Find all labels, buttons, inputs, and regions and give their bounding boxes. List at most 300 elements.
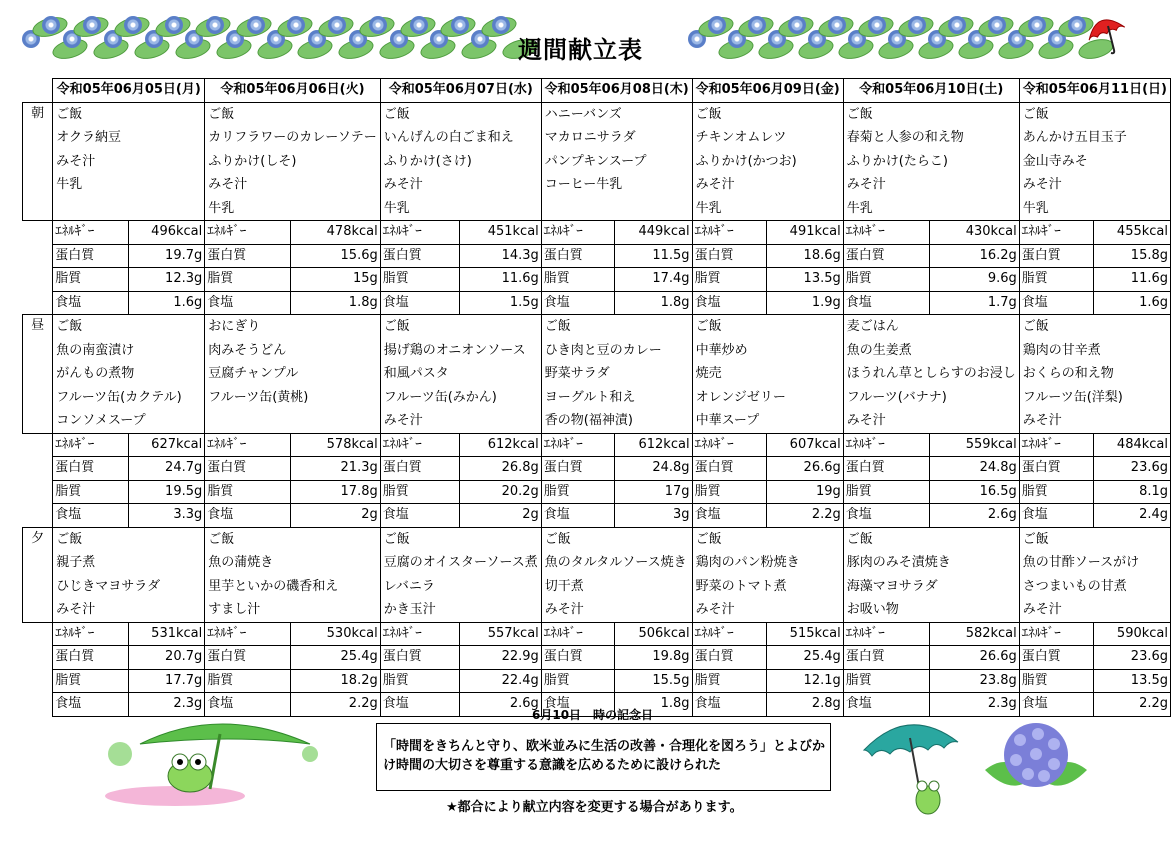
nutrient-label: 食塩 — [843, 291, 929, 315]
flower-icon — [206, 16, 224, 34]
menu-item: みそ汁 — [383, 177, 423, 192]
empty-cell — [23, 221, 53, 245]
menu-item: 焼売 — [695, 366, 722, 381]
menu-item: 和風パスタ — [383, 366, 449, 381]
nutrient-value: 24.8g — [615, 457, 692, 481]
meal-label-breakfast: 朝 — [23, 102, 53, 221]
nutrient-label: ｴﾈﾙｷﾞｰ — [380, 622, 459, 646]
menu-item: 野菜のトマト煮 — [695, 578, 787, 594]
date-header: 令和05年06月06日(火) — [205, 79, 380, 103]
nutrient-label: 脂質 — [692, 480, 766, 504]
nutrient-label: ｴﾈﾙｷﾞｰ — [692, 622, 766, 646]
menu-item: みそ汁 — [846, 177, 886, 192]
nutrient-value: 2.8g — [766, 693, 843, 717]
nutrient-value: 590kcal — [1094, 622, 1171, 646]
nutrient-label: 蛋白質 — [53, 646, 129, 670]
nutrient-value: 2.6g — [930, 504, 1020, 528]
menu-item: ふりかけ(かつお) — [695, 153, 797, 169]
menu-items-cell — [380, 102, 541, 221]
flower-icon — [908, 16, 926, 34]
nutrient-label: ｴﾈﾙｷﾞｰ — [843, 221, 929, 245]
nutrient-value: 3g — [615, 504, 692, 528]
menu-item: 豚肉のみそ漬焼き — [846, 555, 951, 570]
menu-item: おくらの和え物 — [1022, 366, 1114, 381]
nutrient-value: 8.1g — [1094, 480, 1171, 504]
hydrangea-banner-left — [22, 12, 512, 62]
nutrient-label: ｴﾈﾙｷﾞｰ — [205, 433, 291, 457]
menu-item: ふりかけ(たらこ) — [846, 153, 948, 169]
menu-item: ご飯 — [695, 319, 722, 334]
nutrient-label: 脂質 — [692, 268, 766, 292]
menu-item — [208, 409, 376, 433]
nutrient-value: 582kcal — [930, 622, 1020, 646]
nutrient-value: 1.7g — [930, 291, 1020, 315]
nutrient-label: 脂質 — [205, 480, 291, 504]
nutrient-value: 23.8g — [930, 669, 1020, 693]
flower-icon — [1028, 16, 1046, 34]
nutrient-value: 14.3g — [460, 244, 542, 268]
nutrient-value: 19.7g — [128, 244, 204, 268]
menu-item: 魚のタルタルソース焼き — [544, 555, 687, 570]
menu-item: 牛乳 — [56, 177, 83, 192]
menu-item: ふりかけ(さけ) — [383, 153, 472, 169]
menu-items-cell — [541, 102, 692, 221]
nutrient-label: ｴﾈﾙｷﾞｰ — [541, 622, 615, 646]
nutrient-value: 26.8g — [460, 457, 542, 481]
menu-item: ご飯 — [544, 531, 571, 547]
nutrient-value: 627kcal — [128, 433, 204, 457]
menu-item: 春菊と人参の和え物 — [846, 130, 964, 145]
nutrient-value: 22.9g — [460, 646, 542, 670]
menu-item: ご飯 — [1022, 106, 1049, 122]
nutrition-row-protein — [23, 646, 1171, 670]
menu-item: あんかけ五目玉子 — [1022, 130, 1127, 145]
nutrient-label: 食塩 — [692, 504, 766, 528]
nutrient-value: 16.2g — [930, 244, 1020, 268]
date-header: 令和05年06月11日(日) — [1019, 79, 1170, 103]
meal-label-dinner: 夕 — [23, 527, 53, 622]
nutrient-label: 蛋白質 — [205, 646, 291, 670]
menu-item: ご飯 — [208, 106, 235, 122]
nutrient-value: 612kcal — [615, 433, 692, 457]
nutrient-label: 食塩 — [1019, 693, 1093, 717]
menu-item: おにぎり — [208, 319, 261, 334]
menu-items-cell — [692, 102, 843, 221]
nutrient-value: 26.6g — [766, 457, 843, 481]
weekly-menu-table — [22, 78, 1171, 717]
nutrient-value: 16.5g — [930, 480, 1020, 504]
menu-items-cell — [692, 315, 843, 434]
menu-item: がんもの煮物 — [56, 366, 135, 381]
menu-item: 海藻マヨサラダ — [846, 578, 938, 594]
nutrient-value: 18.6g — [766, 244, 843, 268]
flower-icon — [124, 16, 142, 34]
nutrient-label: 食塩 — [380, 693, 459, 717]
nutrient-value: 530kcal — [291, 622, 380, 646]
menu-item: かき玉汁 — [383, 602, 436, 617]
nutrient-label: 脂質 — [843, 480, 929, 504]
nutrient-value: 2.2g — [1094, 693, 1171, 717]
nutrient-label: 蛋白質 — [692, 244, 766, 268]
nutrition-row-salt — [23, 291, 1171, 315]
nutrient-label: 脂質 — [541, 669, 615, 693]
nutrient-value: 3.3g — [128, 504, 204, 528]
nutrient-label: 脂質 — [205, 268, 291, 292]
nutrient-label: ｴﾈﾙｷﾞｰ — [380, 221, 459, 245]
nutrient-value: 25.4g — [766, 646, 843, 670]
menu-items-cell — [843, 315, 1019, 434]
menu-items-cell — [843, 102, 1019, 221]
menu-items-cell — [843, 527, 1019, 622]
nutrient-label: 蛋白質 — [843, 646, 929, 670]
nutrient-label: ｴﾈﾙｷﾞｰ — [1019, 221, 1093, 245]
menu-item: 揚げ鶏のオニオンソース — [383, 342, 526, 358]
menu-item: 中華炒め — [695, 342, 748, 358]
menu-item: コーヒー牛乳 — [544, 177, 623, 192]
date-header: 令和05年06月08日(木) — [541, 79, 692, 103]
nutrient-label: 食塩 — [541, 504, 615, 528]
menu-item: さつまいもの甘煮 — [1022, 578, 1127, 594]
nutrient-label: 脂質 — [541, 480, 615, 504]
nutrient-label: 食塩 — [380, 291, 459, 315]
menu-item: 牛乳 — [383, 200, 410, 216]
menu-items-cell — [53, 527, 205, 622]
nutrient-value: 11.6g — [460, 268, 542, 292]
menu-item: 香の物(福神漬) — [544, 413, 633, 428]
nutrient-value: 19.5g — [128, 480, 204, 504]
menu-item: お吸い物 — [846, 602, 899, 617]
empty-cell — [23, 457, 53, 481]
nutrient-label: 食塩 — [205, 693, 291, 717]
nutrient-value: 21.3g — [291, 457, 380, 481]
menu-item: ひじきマヨサラダ — [56, 578, 161, 594]
menu-items-cell — [380, 527, 541, 622]
frog-illustration — [80, 714, 330, 809]
menu-item — [545, 197, 689, 221]
nutrient-label: 脂質 — [692, 669, 766, 693]
empty-cell — [23, 646, 53, 670]
flower-icon — [165, 16, 183, 34]
nutrient-value: 24.7g — [128, 457, 204, 481]
nutrient-value: 491kcal — [766, 221, 843, 245]
menu-item: ご飯 — [1022, 319, 1049, 334]
empty-cell — [23, 268, 53, 292]
nutrient-label: 脂質 — [1019, 268, 1093, 292]
nutrient-value: 15g — [291, 268, 380, 292]
nutrient-label: 食塩 — [53, 693, 129, 717]
nutrient-label: 蛋白質 — [1019, 646, 1093, 670]
empty-cell — [23, 244, 53, 268]
nutrient-label: ｴﾈﾙｷﾞｰ — [53, 433, 129, 457]
menu-item: フルーツ缶(カクテル) — [56, 389, 182, 405]
nutrient-value: 557kcal — [460, 622, 542, 646]
menu-item: 牛乳 — [846, 200, 873, 216]
nutrient-label: 蛋白質 — [53, 244, 129, 268]
nutrient-label: ｴﾈﾙｷﾞｰ — [692, 433, 766, 457]
nutrient-label: 蛋白質 — [843, 244, 929, 268]
nutrient-label: ｴﾈﾙｷﾞｰ — [843, 622, 929, 646]
nutrient-value: 17g — [615, 480, 692, 504]
nutrient-value: 2.2g — [766, 504, 843, 528]
nutrition-row-energy — [23, 622, 1171, 646]
nutrient-label: ｴﾈﾙｷﾞｰ — [205, 221, 291, 245]
nutrient-label: 蛋白質 — [53, 457, 129, 481]
menu-item: みそ汁 — [695, 177, 735, 192]
nutrient-label: 食塩 — [205, 291, 291, 315]
nutrient-value: 20.7g — [128, 646, 204, 670]
nutrient-value: 1.9g — [766, 291, 843, 315]
menu-item: 豆腐のオイスターソース煮 — [383, 555, 538, 570]
nutrient-value: 2.3g — [128, 693, 204, 717]
menu-item: ご飯 — [208, 531, 235, 547]
menu-item: みそ汁 — [1022, 177, 1062, 192]
nutrient-value: 430kcal — [930, 221, 1020, 245]
menu-item: ハニーバンズ — [544, 106, 622, 122]
nutrient-label: 食塩 — [380, 504, 459, 528]
nutrient-value: 18.2g — [291, 669, 380, 693]
menu-items-cell — [541, 527, 692, 622]
flower-icon — [788, 16, 806, 34]
menu-item: レバニラ — [383, 578, 435, 594]
nutrient-value: 506kcal — [615, 622, 692, 646]
empty-cell — [23, 693, 53, 717]
nutrient-label: 脂質 — [380, 480, 459, 504]
menu-items-cell — [1019, 102, 1170, 221]
notice-box: 「時間をきちんと守り、欧米並みに生活の改善・合理化を図ろう」とよびかけ時間の大切さを尊重する意識を広めるために設けられた — [376, 723, 831, 791]
nutrient-label: 食塩 — [53, 291, 129, 315]
menu-item: みそ汁 — [1022, 602, 1062, 617]
nutrient-value: 15.6g — [291, 244, 380, 268]
menu-item: フルーツ缶(黄桃) — [208, 389, 309, 405]
notice-title: 6月10日 時の記念日 — [532, 708, 654, 722]
menu-item: 魚の生姜煮 — [846, 342, 912, 358]
page-title: 週間献立表 — [518, 36, 643, 64]
menu-items-cell — [205, 315, 380, 434]
nutrient-value: 2g — [460, 504, 542, 528]
nutrient-label: 蛋白質 — [380, 457, 459, 481]
menu-item: ふりかけ(しそ) — [208, 153, 297, 169]
nutrient-label: ｴﾈﾙｷﾞｰ — [380, 433, 459, 457]
nutrient-label: 脂質 — [53, 669, 129, 693]
nutrient-label: 脂質 — [53, 480, 129, 504]
umbrella-icon — [1084, 12, 1128, 56]
menu-item: チキンオムレツ — [695, 130, 787, 145]
nutrient-label: 食塩 — [1019, 291, 1093, 315]
nutrient-label: 蛋白質 — [380, 244, 459, 268]
nutrition-row-protein — [23, 457, 1171, 481]
menu-item: ご飯 — [56, 319, 83, 334]
menu-item: みそ汁 — [383, 413, 423, 428]
nutrient-value: 20.2g — [460, 480, 542, 504]
menu-item: 牛乳 — [1022, 200, 1049, 216]
menu-item: ヨーグルト和え — [544, 389, 636, 405]
menu-item: ご飯 — [846, 106, 873, 122]
nutrient-label: 脂質 — [843, 669, 929, 693]
nutrient-value: 13.5g — [1094, 669, 1171, 693]
empty-cell — [23, 480, 53, 504]
menu-item: みそ汁 — [695, 602, 735, 617]
nutrient-value: 2.4g — [1094, 504, 1171, 528]
nutrient-label: ｴﾈﾙｷﾞｰ — [53, 622, 129, 646]
nutrient-value: 12.3g — [128, 268, 204, 292]
nutrient-label: ｴﾈﾙｷﾞｰ — [1019, 622, 1093, 646]
nutrient-value: 515kcal — [766, 622, 843, 646]
nutrition-row-energy — [23, 221, 1171, 245]
nutrient-label: 食塩 — [692, 693, 766, 717]
nutrient-label: 蛋白質 — [380, 646, 459, 670]
menu-item: 肉みそうどん — [208, 342, 287, 358]
menu-item: 牛乳 — [208, 200, 235, 216]
nutrient-value: 531kcal — [128, 622, 204, 646]
nutrient-value: 612kcal — [460, 433, 542, 457]
menu-items-cell — [53, 315, 205, 434]
flower-icon — [451, 16, 469, 34]
hydrangea-illustration — [980, 710, 1092, 810]
nutrient-label: 脂質 — [541, 268, 615, 292]
nutrient-value: 11.5g — [615, 244, 692, 268]
menu-item: ご飯 — [846, 531, 873, 547]
empty-cell — [23, 291, 53, 315]
menu-row-breakfast — [23, 102, 1171, 221]
nutrient-label: 食塩 — [541, 693, 615, 717]
footnote: ★都合により献立内容を変更する場合があります。 — [446, 800, 743, 815]
nutrient-label: 食塩 — [692, 291, 766, 315]
flower-icon — [948, 16, 966, 34]
nutrient-label: 食塩 — [843, 504, 929, 528]
menu-item: ひき肉と豆のカレー — [544, 342, 662, 358]
menu-item: みそ汁 — [1022, 413, 1062, 428]
menu-item: 魚の南蛮漬け — [56, 342, 135, 358]
nutrient-label: 食塩 — [53, 504, 129, 528]
menu-item — [56, 197, 201, 221]
corner-cell — [23, 79, 53, 103]
empty-cell — [23, 622, 53, 646]
nutrient-label: 脂質 — [380, 268, 459, 292]
menu-item: ご飯 — [383, 106, 410, 122]
nutrient-value: 23.6g — [1094, 457, 1171, 481]
nutrient-value: 1.8g — [615, 693, 692, 717]
menu-item: 麦ごはん — [846, 319, 899, 334]
menu-item: コンソメスープ — [56, 413, 146, 428]
menu-item: フルーツ缶(みかん) — [383, 389, 497, 405]
nutrient-label: ｴﾈﾙｷﾞｰ — [541, 221, 615, 245]
menu-item: カリフラワーのカレーソテー — [208, 130, 377, 145]
flower-icon — [708, 16, 726, 34]
nutrient-label: 蛋白質 — [541, 457, 615, 481]
flower-icon — [748, 16, 766, 34]
menu-item: 魚の蒲焼き — [208, 555, 274, 570]
nutrient-value: 15.5g — [615, 669, 692, 693]
flower-icon — [828, 16, 846, 34]
menu-item: 鶏肉のパン粉焼き — [695, 555, 800, 570]
nutrient-label: 食塩 — [205, 504, 291, 528]
nutrient-value: 1.6g — [1094, 291, 1171, 315]
nutrient-label: ｴﾈﾙｷﾞｰ — [1019, 433, 1093, 457]
flower-icon — [988, 16, 1006, 34]
nutrient-value: 1.6g — [128, 291, 204, 315]
nutrient-label: ｴﾈﾙｷﾞｰ — [53, 221, 129, 245]
menu-items-cell — [692, 527, 843, 622]
menu-item: みそ汁 — [544, 602, 584, 617]
nutrient-label: 蛋白質 — [541, 646, 615, 670]
menu-item: ご飯 — [56, 531, 83, 547]
menu-item: オレンジゼリー — [695, 389, 786, 405]
nutrient-label: 蛋白質 — [843, 457, 929, 481]
nutrient-label: 蛋白質 — [1019, 457, 1093, 481]
menu-item: 鶏肉の甘辛煮 — [1022, 342, 1101, 358]
nutrient-label: 脂質 — [380, 669, 459, 693]
nutrient-value: 1.8g — [615, 291, 692, 315]
nutrient-value: 25.4g — [291, 646, 380, 670]
nutrient-value: 2.6g — [460, 693, 542, 717]
nutrient-value: 578kcal — [291, 433, 380, 457]
nutrient-value: 478kcal — [291, 221, 380, 245]
flower-icon — [492, 16, 510, 34]
nutrient-value: 12.1g — [766, 669, 843, 693]
nutrient-value: 2g — [291, 504, 380, 528]
nutrient-value: 559kcal — [930, 433, 1020, 457]
nutrient-value: 17.7g — [128, 669, 204, 693]
nutrient-value: 1.8g — [291, 291, 380, 315]
nutrient-value: 19g — [766, 480, 843, 504]
menu-item: オクラ納豆 — [56, 130, 121, 145]
nutrient-value: 9.6g — [930, 268, 1020, 292]
menu-item: 里芋といかの磯香和え — [208, 578, 339, 594]
menu-items-cell — [541, 315, 692, 434]
menu-item: ご飯 — [383, 531, 410, 547]
menu-item: 中華スープ — [695, 413, 760, 428]
umbrella-frog-illustration — [858, 708, 974, 818]
nutrient-value: 1.5g — [460, 291, 542, 315]
flower-icon — [410, 16, 428, 34]
menu-item: ご飯 — [544, 319, 571, 334]
nutrient-label: 蛋白質 — [1019, 244, 1093, 268]
nutrient-value: 2.3g — [930, 693, 1020, 717]
nutrient-label: ｴﾈﾙｷﾞｰ — [843, 433, 929, 457]
nutrition-row-fat — [23, 268, 1171, 292]
nutrient-value: 11.6g — [1094, 268, 1171, 292]
nutrient-value: 17.8g — [291, 480, 380, 504]
nutrient-value: 19.8g — [615, 646, 692, 670]
nutrient-value: 2.2g — [291, 693, 380, 717]
menu-item: 豆腐チャンプル — [208, 366, 299, 381]
nutrition-row-salt — [23, 504, 1171, 528]
menu-items-cell — [205, 527, 380, 622]
nutrient-value: 455kcal — [1094, 221, 1171, 245]
nutrient-value: 26.6g — [930, 646, 1020, 670]
menu-item: 親子煮 — [56, 555, 96, 570]
menu-row-dinner — [23, 527, 1171, 622]
menu-items-cell — [205, 102, 380, 221]
menu-item: ご飯 — [1022, 531, 1049, 547]
nutrient-value: 449kcal — [615, 221, 692, 245]
nutrient-value: 22.4g — [460, 669, 542, 693]
nutrient-value: 484kcal — [1094, 433, 1171, 457]
empty-cell — [23, 504, 53, 528]
nutrient-label: 食塩 — [843, 693, 929, 717]
nutrient-label: 蛋白質 — [692, 457, 766, 481]
menu-item: 牛乳 — [695, 200, 722, 216]
menu-item: すまし汁 — [208, 602, 261, 617]
nutrient-label: 食塩 — [1019, 504, 1093, 528]
nutrient-value: 496kcal — [128, 221, 204, 245]
nutrient-label: 脂質 — [1019, 669, 1093, 693]
date-header: 令和05年06月07日(水) — [380, 79, 541, 103]
menu-item: みそ汁 — [56, 153, 96, 169]
nutrient-label: ｴﾈﾙｷﾞｰ — [692, 221, 766, 245]
empty-cell — [23, 669, 53, 693]
nutrient-label: 食塩 — [541, 291, 615, 315]
